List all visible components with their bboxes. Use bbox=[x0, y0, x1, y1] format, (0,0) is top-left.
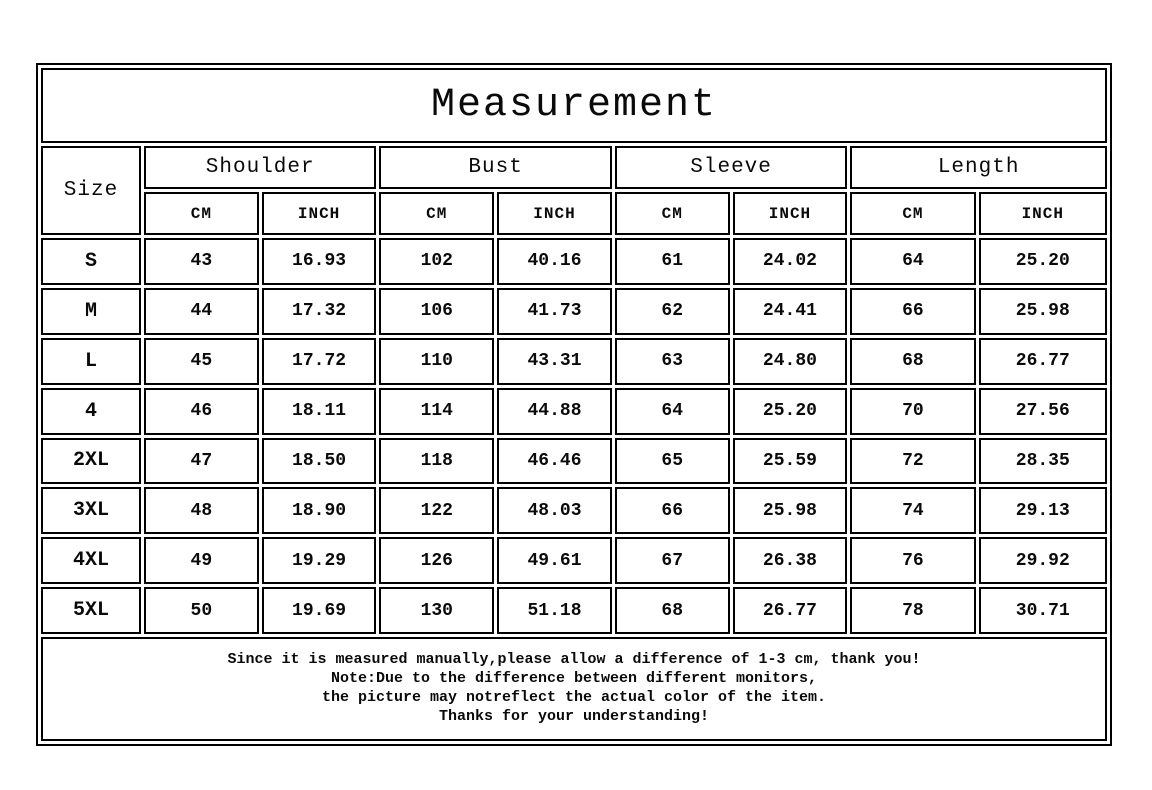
column-group-length: Length bbox=[850, 146, 1107, 189]
measurement-value: 48.03 bbox=[497, 487, 612, 534]
title-row bbox=[41, 68, 1107, 143]
notes-cell bbox=[41, 637, 1107, 741]
size-label: L bbox=[41, 338, 141, 385]
unit-header-shoulder-cm: CM bbox=[144, 192, 259, 235]
measurement-value: 51.18 bbox=[497, 587, 612, 634]
note-line-2: Note:Due to the difference between different monitors, bbox=[330, 670, 818, 687]
measurement-value: 25.20 bbox=[733, 388, 848, 435]
measurement-table-frame bbox=[36, 63, 1112, 746]
measurement-value: 50 bbox=[144, 587, 259, 634]
size-row-l bbox=[41, 338, 1107, 385]
unit-header-length-cm: CM bbox=[850, 192, 975, 235]
measurement-value: 114 bbox=[379, 388, 494, 435]
size-row-m bbox=[41, 288, 1107, 335]
unit-header-length-inch: INCH bbox=[979, 192, 1107, 235]
size-label: 4 bbox=[41, 388, 141, 435]
measurement-value: 49 bbox=[144, 537, 259, 584]
measurement-value: 19.29 bbox=[262, 537, 377, 584]
measurement-value: 67 bbox=[615, 537, 730, 584]
measurement-value: 24.02 bbox=[733, 238, 848, 285]
measurement-value: 70 bbox=[850, 388, 975, 435]
notes-row bbox=[41, 637, 1107, 741]
measurement-value: 76 bbox=[850, 537, 975, 584]
measurement-value: 68 bbox=[615, 587, 730, 634]
measurement-value: 62 bbox=[615, 288, 730, 335]
measurement-value: 29.92 bbox=[979, 537, 1107, 584]
table-title: Measurement bbox=[41, 68, 1107, 143]
size-label: M bbox=[41, 288, 141, 335]
unit-header-shoulder-inch: INCH bbox=[262, 192, 377, 235]
size-row-4xl bbox=[41, 537, 1107, 584]
measurement-value: 110 bbox=[379, 338, 494, 385]
measurement-value: 45 bbox=[144, 338, 259, 385]
measurement-value: 19.69 bbox=[262, 587, 377, 634]
unit-header-sleeve-inch: INCH bbox=[733, 192, 848, 235]
measurement-value: 46.46 bbox=[497, 438, 612, 485]
measurement-value: 64 bbox=[615, 388, 730, 435]
column-group-sleeve: Sleeve bbox=[615, 146, 847, 189]
measurement-value: 24.41 bbox=[733, 288, 848, 335]
measurement-value: 122 bbox=[379, 487, 494, 534]
column-group-bust: Bust bbox=[379, 146, 611, 189]
measurement-value: 102 bbox=[379, 238, 494, 285]
measurement-value: 47 bbox=[144, 438, 259, 485]
measurement-value: 26.77 bbox=[733, 587, 848, 634]
measurement-value: 29.13 bbox=[979, 487, 1107, 534]
measurement-value: 68 bbox=[850, 338, 975, 385]
measurement-value: 25.98 bbox=[733, 487, 848, 534]
measurement-value: 130 bbox=[379, 587, 494, 634]
measurement-value: 27.56 bbox=[979, 388, 1107, 435]
measurement-value: 48 bbox=[144, 487, 259, 534]
note-line-1: Since it is measured manually,please allow a difference of 1-3 cm, thank you! bbox=[227, 651, 921, 668]
unit-header-bust-cm: CM bbox=[379, 192, 494, 235]
measurement-value: 63 bbox=[615, 338, 730, 385]
size-label: 4XL bbox=[41, 537, 141, 584]
size-label: 2XL bbox=[41, 438, 141, 485]
unit-header-bust-inch: INCH bbox=[497, 192, 612, 235]
measurement-value: 18.50 bbox=[262, 438, 377, 485]
measurement-value: 44.88 bbox=[497, 388, 612, 435]
measurement-value: 24.80 bbox=[733, 338, 848, 385]
measurement-value: 66 bbox=[615, 487, 730, 534]
measurement-value: 28.35 bbox=[979, 438, 1107, 485]
measurement-value: 41.73 bbox=[497, 288, 612, 335]
size-label: 3XL bbox=[41, 487, 141, 534]
measurement-value: 17.72 bbox=[262, 338, 377, 385]
measurement-value: 18.90 bbox=[262, 487, 377, 534]
measurement-value: 65 bbox=[615, 438, 730, 485]
measurement-value: 118 bbox=[379, 438, 494, 485]
size-row-2xl bbox=[41, 438, 1107, 485]
measurement-value: 30.71 bbox=[979, 587, 1107, 634]
measurement-value: 66 bbox=[850, 288, 975, 335]
measurement-value: 25.20 bbox=[979, 238, 1107, 285]
measurement-value: 64 bbox=[850, 238, 975, 285]
size-row-4 bbox=[41, 388, 1107, 435]
measurement-value: 61 bbox=[615, 238, 730, 285]
size-column-header: Size bbox=[41, 146, 141, 235]
size-label: 5XL bbox=[41, 587, 141, 634]
column-group-header-row bbox=[41, 146, 1107, 189]
measurement-table bbox=[38, 65, 1110, 744]
measurement-value: 18.11 bbox=[262, 388, 377, 435]
note-line-3: the picture may notreflect the actual color of the item. bbox=[321, 689, 827, 706]
measurement-value: 44 bbox=[144, 288, 259, 335]
size-row-3xl bbox=[41, 487, 1107, 534]
size-row-5xl bbox=[41, 587, 1107, 634]
measurement-value: 43.31 bbox=[497, 338, 612, 385]
column-group-shoulder: Shoulder bbox=[144, 146, 376, 189]
measurement-value: 74 bbox=[850, 487, 975, 534]
measurement-value: 126 bbox=[379, 537, 494, 584]
measurement-value: 72 bbox=[850, 438, 975, 485]
unit-header-sleeve-cm: CM bbox=[615, 192, 730, 235]
size-label: S bbox=[41, 238, 141, 285]
measurement-value: 26.77 bbox=[979, 338, 1107, 385]
unit-header-row bbox=[41, 192, 1107, 235]
measurement-value: 43 bbox=[144, 238, 259, 285]
measurement-value: 16.93 bbox=[262, 238, 377, 285]
note-line-4: Thanks for your understanding! bbox=[438, 708, 710, 725]
measurement-value: 25.98 bbox=[979, 288, 1107, 335]
measurement-value: 46 bbox=[144, 388, 259, 435]
measurement-value: 26.38 bbox=[733, 537, 848, 584]
measurement-value: 106 bbox=[379, 288, 494, 335]
measurement-value: 25.59 bbox=[733, 438, 848, 485]
measurement-value: 40.16 bbox=[497, 238, 612, 285]
measurement-value: 78 bbox=[850, 587, 975, 634]
measurement-value: 17.32 bbox=[262, 288, 377, 335]
measurement-value: 49.61 bbox=[497, 537, 612, 584]
size-row-s bbox=[41, 238, 1107, 285]
